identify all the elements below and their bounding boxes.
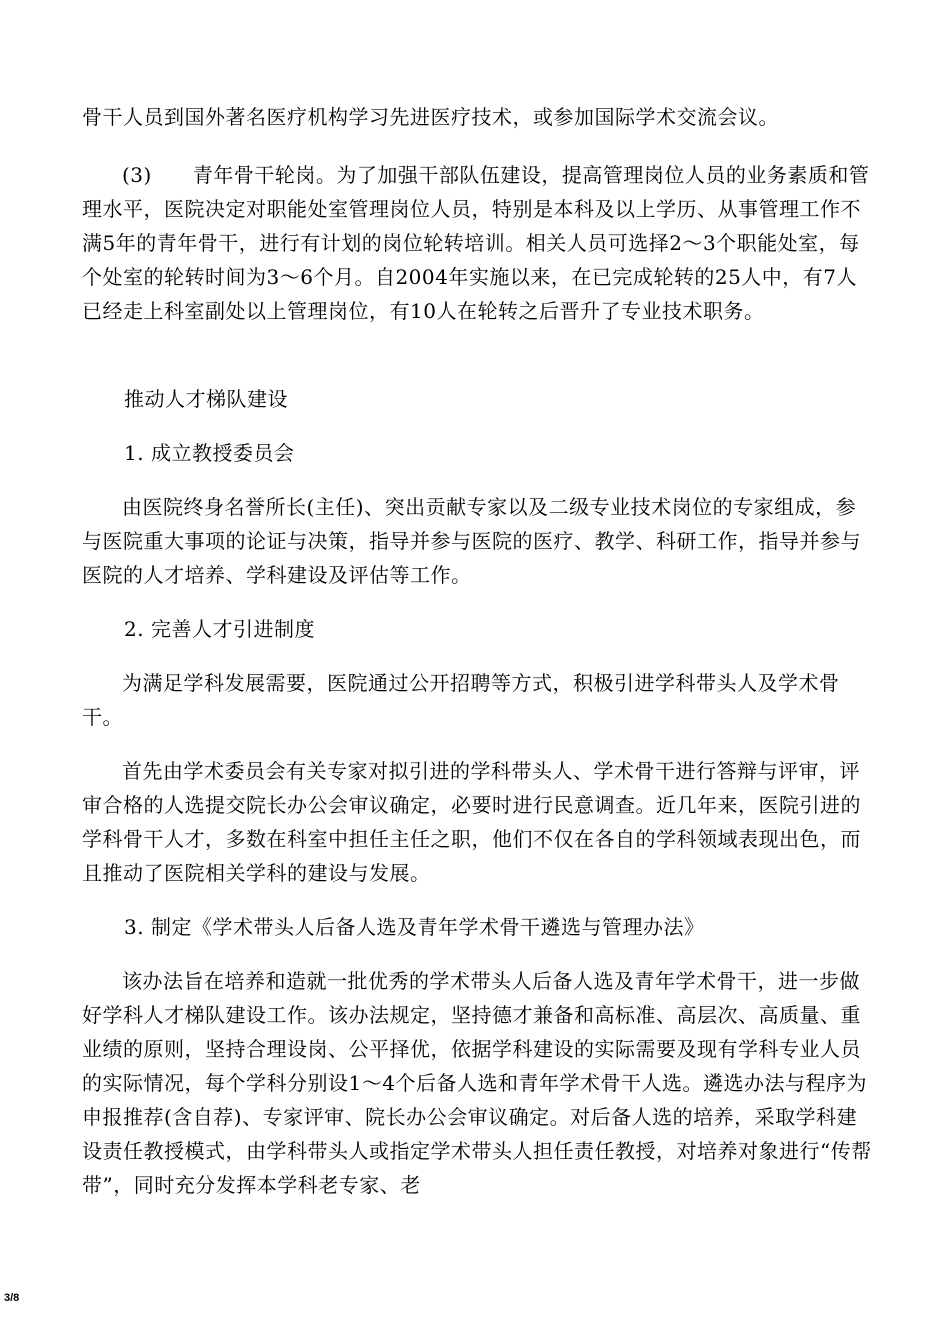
subheading-2: 2. 完善人才引进制度 [124, 617, 315, 641]
paragraph-youth-rotation: (3) 青年骨干轮岗。为了加强干部队伍建设，提高管理岗位人员的业务素质和管理水平，医院决定对职能处室管理岗位人员，特别是本科及以上学历、从事管理工作不满5年的青年骨干，进行有计划的岗位轮转培训。相关人员可选择2～3个职能处室，每个处室的轮转时间为3～6个月。自2004年实施以来，在已完成轮转的25人中，有7人已经走上科室副处以上管理岗位，有10人在轮转之后晋升了专业技术职务。 [82, 163, 870, 323]
subheading-1: 1. 成立教授委员会 [124, 441, 295, 465]
section-heading: 推动人才梯队建设 [124, 387, 288, 411]
paragraph-recruitment-process: 首先由学术委员会有关专家对拟引进的学科带头人、学术骨干进行答辩与评审，评审合格的人选提交院长办公会审议确定，必要时进行民意调查。近几年来，医院引进的学科骨干人才，多数在科室中担任主任之职，他们不仅在各自的学科领域表现出色，而且推动了医院相关学科的建设与发展。 [82, 759, 861, 885]
page-number: 3/8 [4, 1292, 20, 1304]
subheading-3: 3. 制定《学术带头人后备人选及青年学术骨干遴选与管理办法》 [124, 915, 705, 939]
paragraph-professor-committee: 由医院终身名誉所长(主任)、突出贡献专家以及二级专业技术岗位的专家组成，参与医院重大事项的论证与决策，指导并参与医院的医疗、教学、科研工作，指导并参与医院的人才培养、学科建设及评估等工作。 [82, 495, 861, 587]
paragraph-recruitment-needs: 为满足学科发展需要，医院通过公开招聘等方式，积极引进学科带头人及学术骨干。 [82, 671, 840, 729]
paragraph-continuation: 骨干人员到国外著名医疗机构学习先进医疗技术，或参加国际学术交流会议。 [82, 105, 779, 129]
paragraph-selection-method: 该办法旨在培养和造就一批优秀的学术带头人后备人选及青年学术骨干，进一步做好学科人才梯队建设工作。该办法规定，坚持德才兼备和高标准、高层次、高质量、重业绩的原则，坚持合理设岗、公平择优，依据学科建设的实际需要及现有学科专业人员的实际情况，每个学科分别设1～4个后备人选和青年学术骨干人选。遴选办法与程序为申报推荐(含自荐)、专家评审、院长办公会审议确定。对后备人选的培养，采取学科建设责任教授模式，由学科带头人或指定学术带头人担任责任教授，对培养对象进行“传帮带”，同时充分发挥本学科老专家、老 [82, 969, 872, 1197]
